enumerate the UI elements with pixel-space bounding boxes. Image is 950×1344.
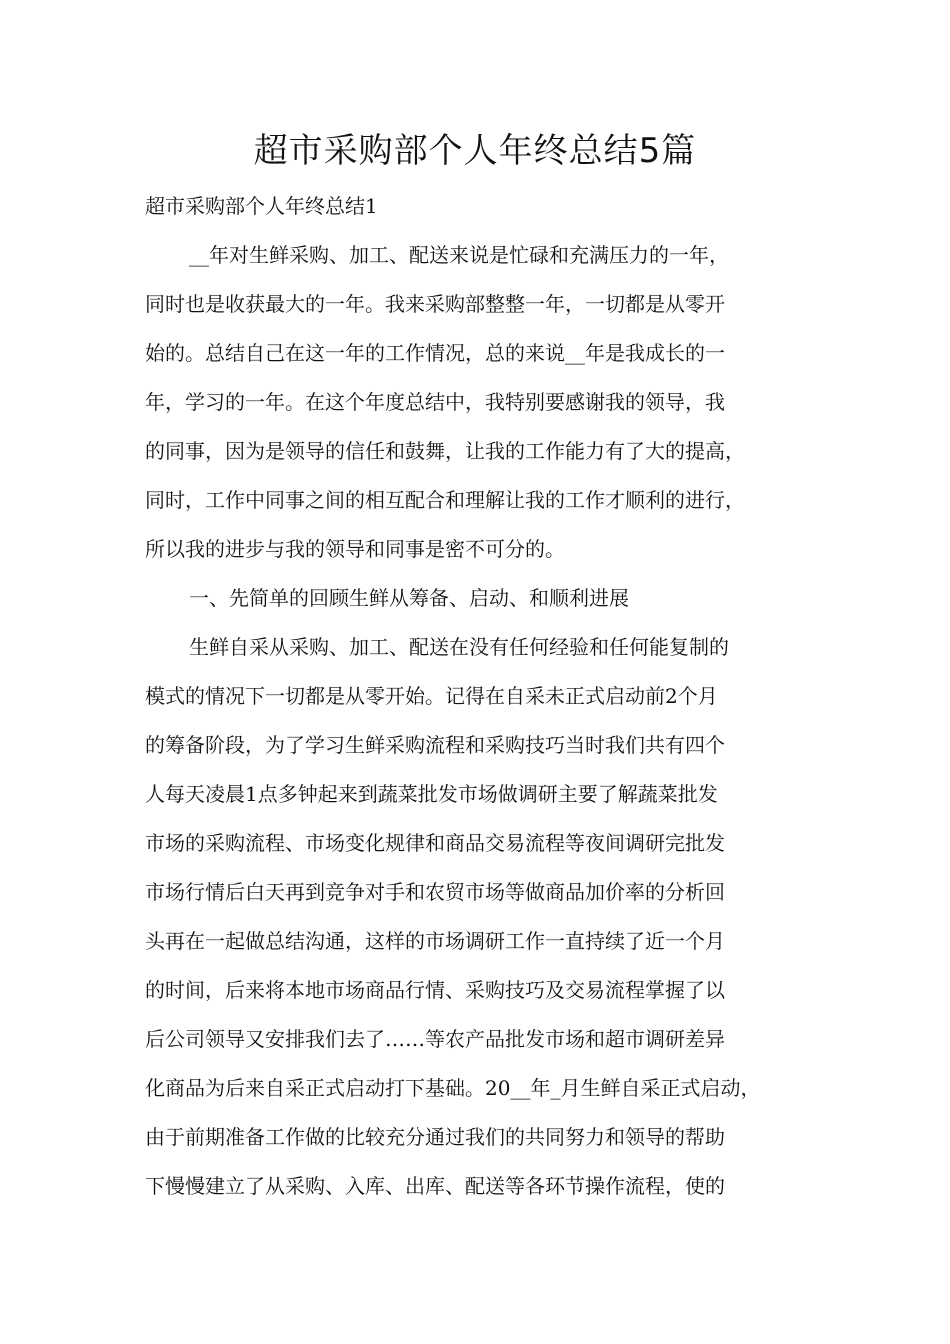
paragraph-line: 后公司领导又安排我们去了……等农产品批发市场和超市调研差异 xyxy=(145,1027,725,1051)
paragraph-line: 市场的采购流程、市场变化规律和商品交易流程等夜间调研完批发 xyxy=(145,831,725,855)
paragraph-line: 市场行情后白天再到竞争对手和农贸市场等做商品加价率的分析回 xyxy=(145,880,725,904)
subheading-paragraph xyxy=(145,574,825,623)
paragraph-line: 头再在一起做总结沟通，这样的市场调研工作一直持续了近一个月 xyxy=(145,929,725,953)
paragraph-line: 由于前期准备工作做的比较充分通过我们的共同努力和领导的帮助 xyxy=(145,1125,725,1149)
paragraph-line: 的同事，因为是领导的信任和鼓舞，让我的工作能力有了大的提高， xyxy=(145,439,745,463)
paragraph-3 xyxy=(145,623,825,1211)
subheading-line: 一、先简单的回顾生鲜从筹备、启动、和顺利进展 xyxy=(189,586,629,610)
document-body xyxy=(145,182,825,1211)
document-title: 超市采购部个人年终总结5篇 xyxy=(253,131,697,171)
paragraph-line: 生鲜自采从采购、加工、配送在没有任何经验和任何能复制的 xyxy=(189,635,729,659)
paragraph-line: 的时间，后来将本地市场商品行情、采购技巧及交易流程掌握了以 xyxy=(145,978,725,1002)
paragraph-line: 人每天凌晨1点多钟起来到蔬菜批发市场做调研主要了解蔬菜批发 xyxy=(145,782,718,806)
paragraph-line: 始的。总结自己在这一年的工作情况，总的来说__年是我成长的一 xyxy=(145,341,725,365)
paragraph-1 xyxy=(145,231,825,574)
paragraph-line: 同时，工作中同事之间的相互配合和理解让我的工作才顺利的进行， xyxy=(145,488,745,512)
paragraph-line: __年对生鲜采购、加工、配送来说是忙碌和充满压力的一年， xyxy=(189,243,729,267)
section-heading: 超市采购部个人年终总结1 xyxy=(145,194,378,218)
paragraph-line: 的筹备阶段，为了学习生鲜采购流程和采购技巧当时我们共有四个 xyxy=(145,733,725,757)
paragraph-line: 模式的情况下一切都是从零开始。记得在自采未正式启动前2个月 xyxy=(145,684,718,708)
paragraph-line: 所以我的进步与我的领导和同事是密不可分的。 xyxy=(145,537,565,561)
paragraph-line: 同时也是收获最大的一年。我来采购部整整一年，一切都是从零开 xyxy=(145,292,725,316)
paragraph-line: 化商品为后来自采正式启动打下基础。20__年_月生鲜自采正式启动， xyxy=(145,1076,761,1100)
paragraph-line: 下慢慢建立了从采购、入库、出库、配送等各环节操作流程，使的 xyxy=(145,1174,725,1198)
paragraph-line: 年，学习的一年。在这个年度总结中，我特别要感谢我的领导，我 xyxy=(145,390,725,414)
